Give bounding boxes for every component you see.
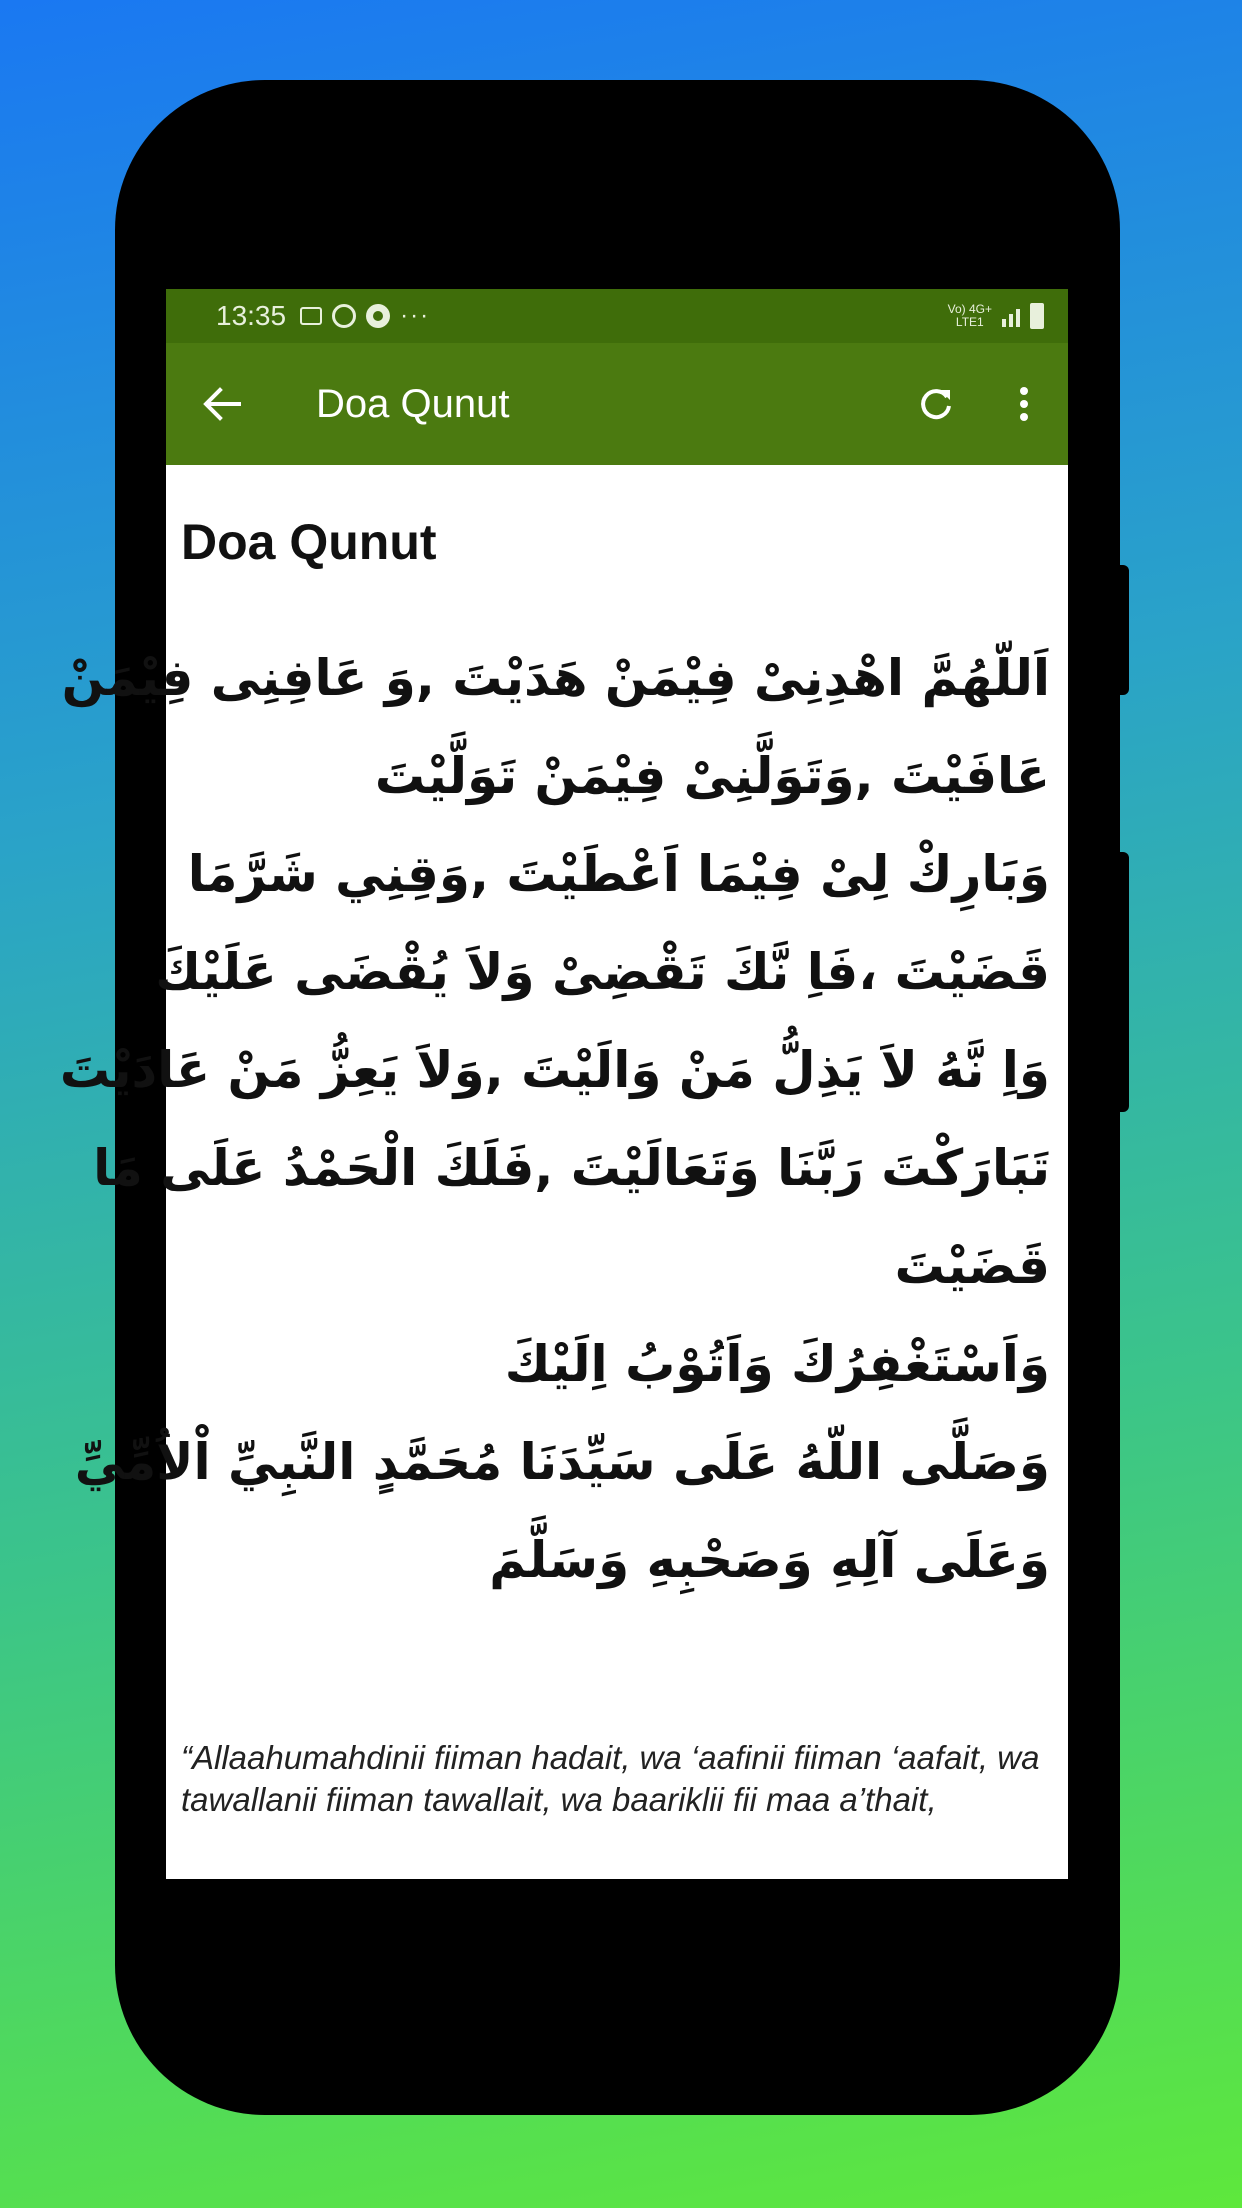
network-type-bottom: LTE1 — [955, 315, 984, 329]
status-notification-icons — [300, 302, 430, 330]
app-screen — [59, 289, 1068, 1879]
arabic-prayer-text — [59, 629, 1050, 1609]
app-bar-actions — [892, 343, 1068, 465]
arabic-line: عَافَيْتَ ,وَتَوَلَّنِىْ فِيْمَنْ تَوَلَّيْتَ — [374, 747, 1050, 805]
gallery-icon — [300, 307, 322, 325]
arrow-left-icon — [203, 387, 241, 421]
arabic-line: وَصَلَّى اللّهُ عَلَى سَيِّدَنَا مُحَمَّدٍ النَّبِيِّ اْلاُمِّيِّ — [74, 1433, 1050, 1491]
signal-icon — [1002, 305, 1020, 327]
arabic-line: وَاَسْتَغْفِرُكَ وَاَتُوْبُ اِلَيْكَ — [504, 1335, 1050, 1393]
content-area — [59, 465, 1068, 1821]
network-type-icon — [948, 303, 992, 329]
arabic-line: وَبَارِكْ لِىْ فِيْمَا اَعْطَيْتَ ,وَقِنِي شَرَّمَا — [187, 845, 1050, 903]
arabic-line: تَبَارَكْتَ رَبَّنَا وَتَعَالَيْتَ ,فَلَكَ الْحَمْدُ عَلَى مَا — [93, 1139, 1050, 1197]
transliteration-text: “Allaahumahdinii fiiman hadait, wa ‘aafinii fiiman ‘aafait, wa tawallanii fiiman tawallait, wa baariklii fii maa a’thait, — [181, 1739, 1040, 1818]
network-type-top: Vo) 4G+ — [947, 302, 992, 316]
arabic-line: وَاِ نَّهُ لاَ يَذِلُّ مَنْ وَالَيْتَ ,وَلاَ يَعِزُّ مَنْ عَادَيْتَ — [59, 1041, 1050, 1099]
phone-side-button-power — [1120, 565, 1129, 695]
refresh-button[interactable] — [892, 343, 980, 465]
more-options-button[interactable] — [980, 343, 1068, 465]
app-bar — [166, 343, 1068, 465]
status-system-icons — [948, 303, 1044, 329]
back-button[interactable] — [166, 343, 278, 465]
arabic-line: وَعَلَى آلِهِ وَصَحْبِهِ وَسَلَّمَ — [489, 1531, 1050, 1589]
refresh-icon — [918, 386, 954, 422]
arabic-line: قَضَيْتَ — [894, 1237, 1050, 1295]
more-vertical-icon — [1018, 386, 1030, 422]
arabic-line: قَضَيْتَ ،فَاِ نَّكَ تَقْضِىْ وَلاَ يُقْضَى عَلَيْكَ — [155, 943, 1050, 1001]
status-bar — [166, 289, 1068, 343]
whatsapp-icon — [332, 304, 356, 328]
status-time: 13:35 — [216, 300, 287, 331]
more-notifications-icon: ··· — [400, 302, 431, 329]
app-bar-title: Doa Qunut — [316, 381, 510, 426]
battery-icon — [1030, 303, 1044, 329]
arabic-line: اَللّهُمَّ اهْدِنِىْ فِيْمَنْ هَدَيْتَ ,وَ عَافِنِى فِيْمَنْ — [61, 649, 1050, 707]
chrome-icon — [366, 304, 390, 328]
phone-side-button-volume — [1120, 852, 1129, 1112]
page-title: Doa Qunut — [181, 514, 437, 570]
